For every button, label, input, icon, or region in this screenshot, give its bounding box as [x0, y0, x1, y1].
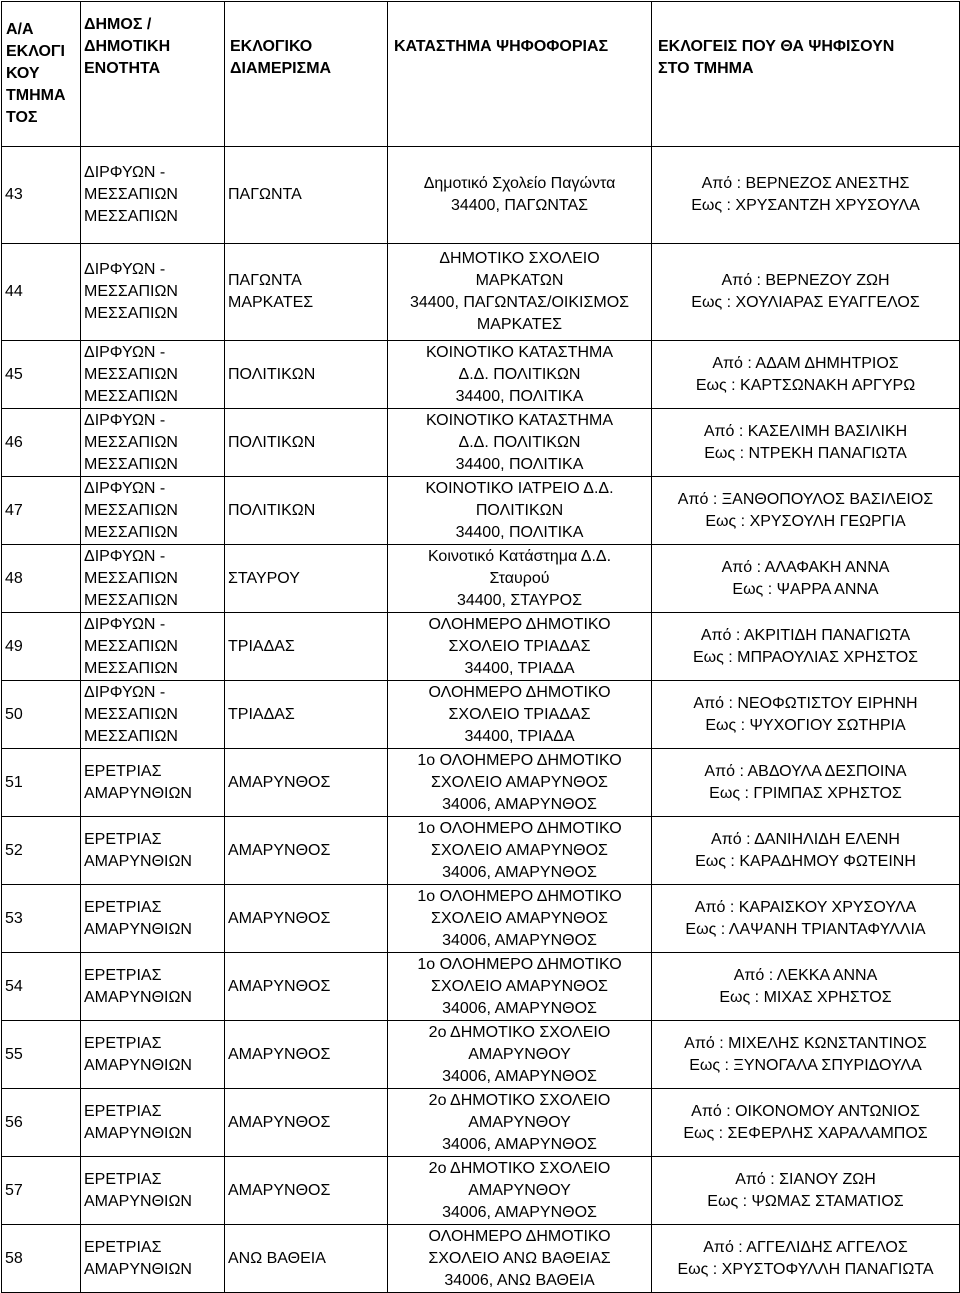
- header-polling-station: ΚΑΤΑΣΤΗΜΑ ΨΗΦΟΦΟΡΙΑΣ: [388, 2, 652, 147]
- polling-station-cell: Κοινοτικό Κατάστημα Δ.Δ. Σταυρού 34400, ΣΤΑΥΡΟΣ: [388, 545, 652, 613]
- municipality-cell: ΕΡΕΤΡΙΑΣ ΑΜΑΡΥΝΘΙΩΝ: [81, 1225, 225, 1293]
- polling-station-cell: 2ο ΔΗΜΟΤΙΚΟ ΣΧΟΛΕΙΟ ΑΜΑΡΥΝΘΟΥ 34006, ΑΜΑΡΥΝΘΟΣ: [388, 1089, 652, 1157]
- header-municipality: ΔΗΜΟΣ / ΔΗΜΟΤΙΚΗ ΕΝΟΤΗΤΑ: [81, 2, 225, 147]
- table-body: [2, 147, 960, 1293]
- district-cell: ΠΟΛΙΤΙΚΩΝ: [225, 409, 388, 477]
- header-row: [2, 2, 960, 147]
- table-row: [2, 341, 960, 409]
- table-row: [2, 749, 960, 817]
- municipality-cell: ΔΙΡΦΥΩΝ - ΜΕΣΣΑΠΙΩΝ ΜΕΣΣΑΠΙΩΝ: [81, 341, 225, 409]
- municipality-cell: ΕΡΕΤΡΙΑΣ ΑΜΑΡΥΝΘΙΩΝ: [81, 1157, 225, 1225]
- voters-range-cell: Από : ΣΙΑΝΟΥ ΖΩΗ Εως : ΨΩΜΑΣ ΣΤΑΜΑΤΙΟΣ: [652, 1157, 960, 1225]
- voters-range-cell: Από : ΑΒΔΟΥΛΑ ΔΕΣΠΟΙΝΑ Εως : ΓΡΙΜΠΑΣ ΧΡΗΣΤΟΣ: [652, 749, 960, 817]
- district-cell: ΑΜΑΡΥΝΘΟΣ: [225, 885, 388, 953]
- polling-station-cell: 2ο ΔΗΜΟΤΙΚΟ ΣΧΟΛΕΙΟ ΑΜΑΡΥΝΘΟΥ 34006, ΑΜΑΡΥΝΘΟΣ: [388, 1021, 652, 1089]
- polling-station-cell: 1ο ΟΛΟΗΜΕΡΟ ΔΗΜΟΤΙΚΟ ΣΧΟΛΕΙΟ ΑΜΑΡΥΝΘΟΣ 34006, ΑΜΑΡΥΝΘΟΣ: [388, 817, 652, 885]
- table-row: [2, 953, 960, 1021]
- municipality-cell: ΕΡΕΤΡΙΑΣ ΑΜΑΡΥΝΘΙΩΝ: [81, 1021, 225, 1089]
- voters-range-cell: Από : ΑΛΑΦΑΚΗ ΑΝΝΑ Εως : ΨΑΡΡΑ ΑΝΝΑ: [652, 545, 960, 613]
- section-number: 50: [2, 681, 81, 749]
- table-row: [2, 1225, 960, 1293]
- table-row: [2, 885, 960, 953]
- section-number: 43: [2, 147, 81, 244]
- municipality-cell: ΔΙΡΦΥΩΝ - ΜΕΣΣΑΠΙΩΝ ΜΕΣΣΑΠΙΩΝ: [81, 681, 225, 749]
- table-row: [2, 1021, 960, 1089]
- section-number: 56: [2, 1089, 81, 1157]
- table-row: [2, 681, 960, 749]
- table-row: [2, 613, 960, 681]
- voters-range-cell: Από : ΑΓΓΕΛΙΔΗΣ ΑΓΓΕΛΟΣ Εως : ΧΡΥΣΤΟΦΥΛΛΗ ΠΑΝΑΓΙΩΤΑ: [652, 1225, 960, 1293]
- polling-station-cell: ΟΛΟΗΜΕΡΟ ΔΗΜΟΤΙΚΟ ΣΧΟΛΕΙΟ ΑΝΩ ΒΑΘΕΙΑΣ 34006, ΑΝΩ ΒΑΘΕΙΑ: [388, 1225, 652, 1293]
- municipality-cell: ΔΙΡΦΥΩΝ - ΜΕΣΣΑΠΙΩΝ ΜΕΣΣΑΠΙΩΝ: [81, 613, 225, 681]
- section-number: 52: [2, 817, 81, 885]
- municipality-cell: ΔΙΡΦΥΩΝ - ΜΕΣΣΑΠΙΩΝ ΜΕΣΣΑΠΙΩΝ: [81, 545, 225, 613]
- voters-range-cell: Από : ΚΑΡΑΙΣΚΟΥ ΧΡΥΣΟΥΛΑ Εως : ΛΑΨΑΝΗ ΤΡΙΑΝΤΑΦΥΛΛΙΑ: [652, 885, 960, 953]
- district-cell: ΑΜΑΡΥΝΘΟΣ: [225, 1089, 388, 1157]
- section-number: 44: [2, 244, 81, 341]
- table-row: [2, 545, 960, 613]
- municipality-cell: ΕΡΕΤΡΙΑΣ ΑΜΑΡΥΝΘΙΩΝ: [81, 885, 225, 953]
- table-row: [2, 1089, 960, 1157]
- polling-station-cell: ΟΛΟΗΜΕΡΟ ΔΗΜΟΤΙΚΟ ΣΧΟΛΕΙΟ ΤΡΙΑΔΑΣ 34400, ΤΡΙΑΔΑ: [388, 681, 652, 749]
- district-cell: ΑΝΩ ΒΑΘΕΙΑ: [225, 1225, 388, 1293]
- district-cell: ΤΡΙΑΔΑΣ: [225, 681, 388, 749]
- municipality-cell: ΕΡΕΤΡΙΑΣ ΑΜΑΡΥΝΘΙΩΝ: [81, 953, 225, 1021]
- district-cell: ΠΟΛΙΤΙΚΩΝ: [225, 341, 388, 409]
- table-row: [2, 817, 960, 885]
- polling-station-cell: 1ο ΟΛΟΗΜΕΡΟ ΔΗΜΟΤΙΚΟ ΣΧΟΛΕΙΟ ΑΜΑΡΥΝΘΟΣ 34006, ΑΜΑΡΥΝΘΟΣ: [388, 885, 652, 953]
- section-number: 57: [2, 1157, 81, 1225]
- polling-station-cell: ΚΟΙΝΟΤΙΚΟ ΚΑΤΑΣΤΗΜΑ Δ.Δ. ΠΟΛΙΤΙΚΩΝ 34400, ΠΟΛΙΤΙΚΑ: [388, 409, 652, 477]
- voters-range-cell: Από : ΞΑΝΘΟΠΟΥΛΟΣ ΒΑΣΙΛΕΙΟΣ Εως : ΧΡΥΣΟΥΛΗ ΓΕΩΡΓΙΑ: [652, 477, 960, 545]
- municipality-cell: ΔΙΡΦΥΩΝ - ΜΕΣΣΑΠΙΩΝ ΜΕΣΣΑΠΙΩΝ: [81, 147, 225, 244]
- voters-range-cell: Από : ΒΕΡΝΕΖΟΣ ΑΝΕΣΤΗΣ Εως : ΧΡΥΣΑΝΤΖΗ ΧΡΥΣΟΥΛΑ: [652, 147, 960, 244]
- district-cell: ΠΑΓΩΝΤΑ: [225, 147, 388, 244]
- voters-range-cell: Από : ΔΑΝΙΗΛΙΔΗ ΕΛΕΝΗ Εως : ΚΑΡΑΔΗΜΟΥ ΦΩΤΕΙΝΗ: [652, 817, 960, 885]
- district-cell: ΠΑΓΩΝΤΑ ΜΑΡΚΑΤΕΣ: [225, 244, 388, 341]
- table-row: [2, 1157, 960, 1225]
- table-row: [2, 477, 960, 545]
- header-section-number: Α/Α ΕΚΛΟΓΙ ΚΟΥ ΤΜΗΜΑ ΤΟΣ: [2, 2, 81, 147]
- section-number: 45: [2, 341, 81, 409]
- voters-range-cell: Από : ΑΚΡΙΤΙΔΗ ΠΑΝΑΓΙΩΤΑ Εως : ΜΠΡΑΟΥΛΙΑΣ ΧΡΗΣΤΟΣ: [652, 613, 960, 681]
- district-cell: ΠΟΛΙΤΙΚΩΝ: [225, 477, 388, 545]
- voters-range-cell: Από : ΚΑΣΕΛΙΜΗ ΒΑΣΙΛΙΚΗ Εως : ΝΤΡΕΚΗ ΠΑΝΑΓΙΩΤΑ: [652, 409, 960, 477]
- voters-range-cell: Από : ΛΕΚΚΑ ΑΝΝΑ Εως : ΜΙΧΑΣ ΧΡΗΣΤΟΣ: [652, 953, 960, 1021]
- municipality-cell: ΕΡΕΤΡΙΑΣ ΑΜΑΡΥΝΘΙΩΝ: [81, 817, 225, 885]
- polling-station-cell: ΔΗΜΟΤΙΚΟ ΣΧΟΛΕΙΟ ΜΑΡΚΑΤΩΝ 34400, ΠΑΓΩΝΤΑΣ/ΟΙΚΙΣΜΟΣ ΜΑΡΚΑΤΕΣ: [388, 244, 652, 341]
- municipality-cell: ΔΙΡΦΥΩΝ - ΜΕΣΣΑΠΙΩΝ ΜΕΣΣΑΠΙΩΝ: [81, 477, 225, 545]
- polling-station-cell: ΚΟΙΝΟΤΙΚΟ ΚΑΤΑΣΤΗΜΑ Δ.Δ. ΠΟΛΙΤΙΚΩΝ 34400, ΠΟΛΙΤΙΚΑ: [388, 341, 652, 409]
- polling-station-cell: 2ο ΔΗΜΟΤΙΚΟ ΣΧΟΛΕΙΟ ΑΜΑΡΥΝΘΟΥ 34006, ΑΜΑΡΥΝΘΟΣ: [388, 1157, 652, 1225]
- section-number: 54: [2, 953, 81, 1021]
- section-number: 58: [2, 1225, 81, 1293]
- municipality-cell: ΔΙΡΦΥΩΝ - ΜΕΣΣΑΠΙΩΝ ΜΕΣΣΑΠΙΩΝ: [81, 409, 225, 477]
- section-number: 53: [2, 885, 81, 953]
- table-row: [2, 147, 960, 244]
- district-cell: ΑΜΑΡΥΝΘΟΣ: [225, 817, 388, 885]
- section-number: 51: [2, 749, 81, 817]
- voters-range-cell: Από : ΟΙΚΟΝΟΜΟΥ ΑΝΤΩΝΙΟΣ Εως : ΣΕΦΕΡΛΗΣ ΧΑΡΑΛΑΜΠΟΣ: [652, 1089, 960, 1157]
- district-cell: ΑΜΑΡΥΝΘΟΣ: [225, 749, 388, 817]
- voters-range-cell: Από : ΑΔΑΜ ΔΗΜΗΤΡΙΟΣ Εως : ΚΑΡΤΣΩΝΑΚΗ ΑΡΓΥΡΩ: [652, 341, 960, 409]
- section-number: 47: [2, 477, 81, 545]
- municipality-cell: ΔΙΡΦΥΩΝ - ΜΕΣΣΑΠΙΩΝ ΜΕΣΣΑΠΙΩΝ: [81, 244, 225, 341]
- polling-stations-table: [1, 1, 960, 1293]
- district-cell: ΣΤΑΥΡΟΥ: [225, 545, 388, 613]
- municipality-cell: ΕΡΕΤΡΙΑΣ ΑΜΑΡΥΝΘΙΩΝ: [81, 749, 225, 817]
- district-cell: ΤΡΙΑΔΑΣ: [225, 613, 388, 681]
- table-row: [2, 409, 960, 477]
- section-number: 55: [2, 1021, 81, 1089]
- section-number: 46: [2, 409, 81, 477]
- polling-station-cell: Δημοτικό Σχολείο Παγώντα 34400, ΠΑΓΩΝΤΑΣ: [388, 147, 652, 244]
- polling-station-cell: 1ο ΟΛΟΗΜΕΡΟ ΔΗΜΟΤΙΚΟ ΣΧΟΛΕΙΟ ΑΜΑΡΥΝΘΟΣ 34006, ΑΜΑΡΥΝΘΟΣ: [388, 953, 652, 1021]
- section-number: 49: [2, 613, 81, 681]
- polling-station-cell: 1ο ΟΛΟΗΜΕΡΟ ΔΗΜΟΤΙΚΟ ΣΧΟΛΕΙΟ ΑΜΑΡΥΝΘΟΣ 34006, ΑΜΑΡΥΝΘΟΣ: [388, 749, 652, 817]
- voters-range-cell: Από : ΜΙΧΕΛΗΣ ΚΩΝΣΤΑΝΤΙΝΟΣ Εως : ΞΥΝΟΓΑΛΑ ΣΠΥΡΙΔΟΥΛΑ: [652, 1021, 960, 1089]
- district-cell: ΑΜΑΡΥΝΘΟΣ: [225, 1021, 388, 1089]
- district-cell: ΑΜΑΡΥΝΘΟΣ: [225, 1157, 388, 1225]
- section-number: 48: [2, 545, 81, 613]
- voters-range-cell: Από : ΒΕΡΝΕΖΟΥ ΖΩΗ Εως : ΧΟΥΛΙΑΡΑΣ ΕΥΑΓΓΕΛΟΣ: [652, 244, 960, 341]
- table-row: [2, 244, 960, 341]
- polling-station-cell: ΚΟΙΝΟΤΙΚΟ ΙΑΤΡΕΙΟ Δ.Δ. ΠΟΛΙΤΙΚΩΝ 34400, ΠΟΛΙΤΙΚΑ: [388, 477, 652, 545]
- header-electoral-district: ΕΚΛΟΓΙΚΟ ΔΙΑΜΕΡΙΣΜΑ: [225, 2, 388, 147]
- header-voters-range: ΕΚΛΟΓΕΙΣ ΠΟΥ ΘΑ ΨΗΦΙΣΟΥΝ ΣΤΟ ΤΜΗΜΑ: [652, 2, 960, 147]
- voters-range-cell: Από : ΝΕΟΦΩΤΙΣΤΟΥ ΕΙΡΗΝΗ Εως : ΨΥΧΟΓΙΟΥ ΣΩΤΗΡΙΑ: [652, 681, 960, 749]
- polling-station-cell: ΟΛΟΗΜΕΡΟ ΔΗΜΟΤΙΚΟ ΣΧΟΛΕΙΟ ΤΡΙΑΔΑΣ 34400, ΤΡΙΑΔΑ: [388, 613, 652, 681]
- municipality-cell: ΕΡΕΤΡΙΑΣ ΑΜΑΡΥΝΘΙΩΝ: [81, 1089, 225, 1157]
- district-cell: ΑΜΑΡΥΝΘΟΣ: [225, 953, 388, 1021]
